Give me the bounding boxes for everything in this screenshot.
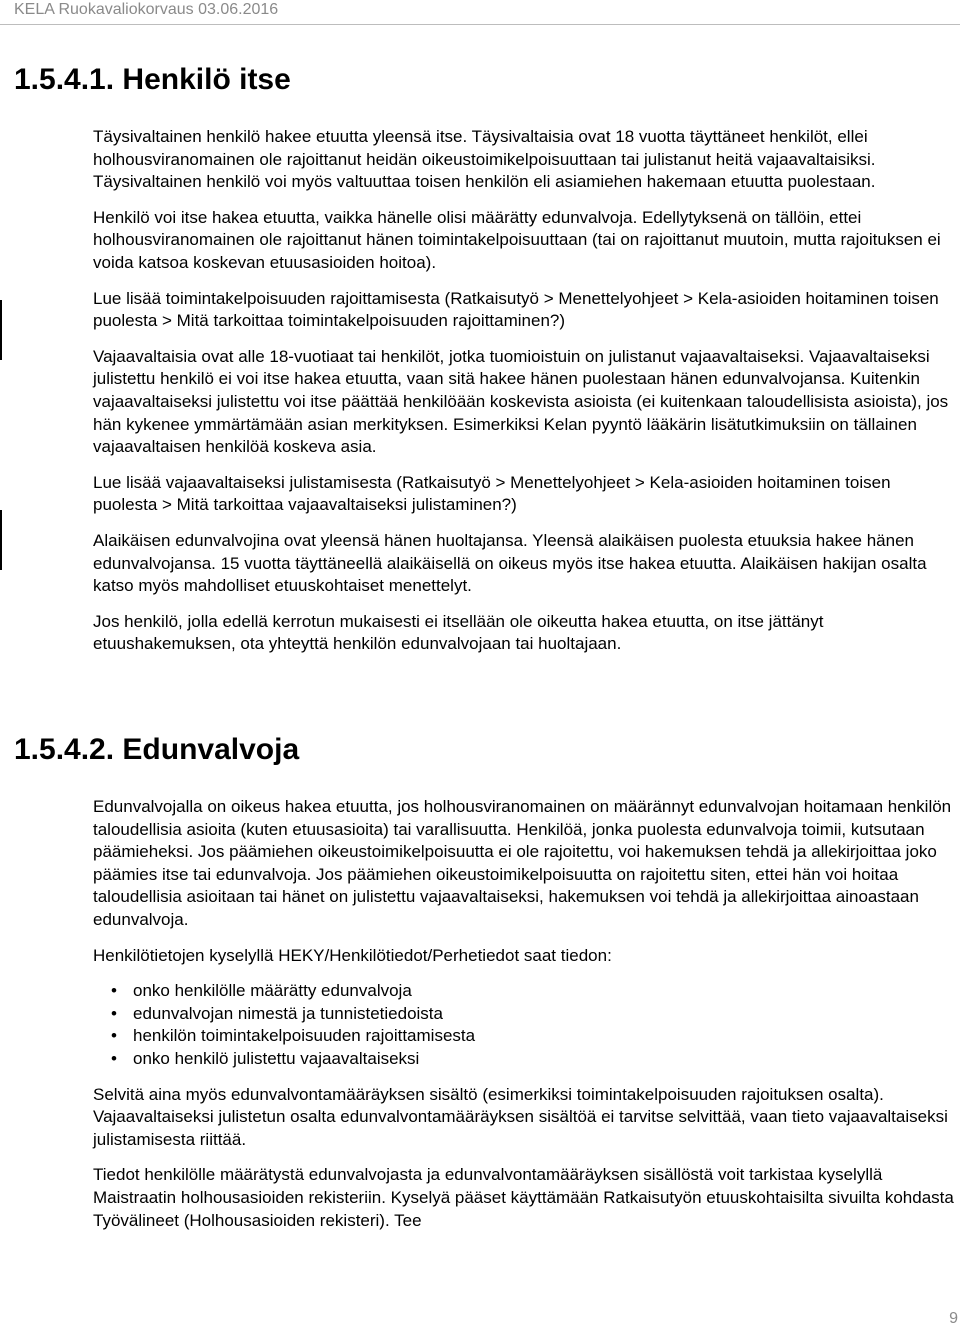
section-body-edunvalvoja (93, 796, 955, 1245)
change-bar (0, 510, 2, 570)
paragraph: Selvitä aina myös edunvalvontamääräyksen sisältö (esimerkiksi toimintakelpoisuuden rajoituksen osalta). Vajaavaltaiseksi julistetun osalta edunvalvontamääräyksen sisältöä ei tarvitse selvittää, vaan tieto vajaavaltaiseksi julistamisesta riittää. (93, 1084, 948, 1149)
list-item-text: onko henkilö julistettu vajaavaltaiseksi (133, 1048, 420, 1068)
change-bar (0, 300, 2, 360)
document-header: KELA Ruokavaliokorvaus 03.06.2016 (14, 1, 279, 18)
paragraph: Jos henkilö, jolla edellä kerrotun mukaisesti ei itsellään ole oikeutta hakea etuutta, on itse jättänyt etuushakemuksen, ota yhteyttä henkilön edunvalvojaan tai huoltajaan. (93, 611, 824, 654)
section-body-henkilo-itse (93, 126, 955, 669)
header-divider (0, 24, 960, 25)
paragraph: Vajaavaltaisia ovat alle 18-vuotiaat tai henkilöt, jotka tuomioistuin on julistanut vajaavaltaiseksi. Vajaavaltaiseksi julistettu henkilö ei voi itse hakea etuutta, vaan sitä hakee hänen puolestaan hänen edunvalvojansa. Kuitenkin vajaavaltaiseksi julistettu voi itse päättää henkilöään koskevista asioista (ei kuitenkaan taloudellisista asioista), jos hän kykenee ymmärtämään asian merkityksen. Esimerkiksi Kelan pyyntö lääkärin lisätutkimuksiin on tällainen vajaavaltaisen henkilöä koskeva asia. (93, 346, 949, 457)
section-heading-edunvalvoja: 1.5.4.2. Edunvalvoja (14, 733, 300, 766)
page-number: 9 (949, 1310, 958, 1327)
list-item (93, 980, 955, 1003)
bullet-icon: • (111, 981, 117, 1001)
section-heading-henkilo-itse: 1.5.4.1. Henkilö itse (14, 63, 291, 96)
list-item-text: henkilön toimintakelpoisuuden rajoittamisesta (133, 1026, 476, 1046)
list-item-text: onko henkilölle määrätty edunvalvoja (133, 981, 412, 1001)
paragraph: Täysivaltainen henkilö hakee etuutta yleensä itse. Täysivaltaisia ovat 18 vuotta täyttäneet henkilöt, ellei holhousviranomainen ole rajoittanut heidän oikeustoimikelpoisuuttaan tai julistanut heitä vajaavaltaisiksi. Täysivaltainen henkilö voi myös valtuuttaa toisen henkilön eli asiamiehen hakemaan etuutta puolestaan. (93, 127, 876, 192)
list-item (93, 1003, 955, 1026)
paragraph: Alaikäisen edunvalvojina ovat yleensä hänen huoltajansa. Yleensä alaikäisen puolesta etuuksia hakee hänen edunvalvojansa. 15 vuotta täyttäneellä alaikäisellä on oikeus myös itse hakea etuutta. Alaikäisen hakijan osalta katso myös mahdolliset etuuskohtaiset menettelyt. (93, 530, 927, 596)
list-item-text: edunvalvojan nimestä ja tunnistetiedoista (133, 1003, 443, 1023)
bullet-icon: • (111, 1026, 117, 1046)
list-item (93, 1048, 955, 1071)
info-list (93, 980, 955, 1070)
paragraph: Henkilö voi itse hakea etuutta, vaikka hänelle olisi määrätty edunvalvoja. Edellytyksenä on tällöin, ettei holhousviranomainen ole rajoittanut hänen toimintakelpoisuuttaan (tai on rajoittanut muutoin, mutta rajoituksen ei voida katsoa koskevan etuusasioiden hoitoa). (93, 207, 941, 272)
paragraph-read-more-link: Lue lisää vajaavaltaiseksi julistamisesta (Ratkaisutyö > Menettelyohjeet > Kela-asioiden hoitaminen toisen puolesta > Mitä tarkoittaa vajaavaltaiseksi julistaminen?) (93, 472, 891, 515)
paragraph-read-more-link: Lue lisää toimintakelpoisuuden rajoittamisesta (Ratkaisutyö > Menettelyohjeet > Kela-asioiden hoitaminen toisen puolesta > Mitä tarkoittaa toimintakelpoisuuden rajoittaminen?) (93, 288, 939, 331)
paragraph: Edunvalvojalla on oikeus hakea etuutta, jos holhousviranomainen on määrännyt edunvalvojan hoitamaan henkilön taloudellisia asioita (kuten etuusasioita) tai varallisuutta. Henkilöä, jonka puolesta edunvalvoja toimii, kutsutaan päämieheksi. Jos päämiehen oikeustoimikelpoisuutta ei ole rajoitettu, voi hakemuksen tehdä ja allekirjoittaa joko päämies itse tai edunvalvoja. Jos päämiehen oikeustoimikelpoisuutta on rajoitettu siten, ettei hän voi hoitaa taloudellisia asioitaan tai hänet on julistettu vajaavaltaiseksi, hakemuksen voi tehdä ja allekirjoittaa ainoastaan edunvalvoja. (93, 797, 952, 929)
paragraph: Henkilötietojen kyselyllä HEKY/Henkilötiedot/Perhetiedot saat tiedon: (93, 945, 612, 965)
bullet-icon: • (111, 1048, 117, 1068)
list-item (93, 1025, 955, 1048)
paragraph: Tiedot henkilölle määrätystä edunvalvojasta ja edunvalvontamääräyksen sisällöstä voit tarkistaa kyselyllä Maistraatin holhousasioiden rekisteriin. Kyselyä pääset käyttämään Ratkaisutyön etuuskohtaisilta sivuilta kohdasta Työvälineet (Holhousasioiden rekisteri). Tee (93, 1165, 954, 1230)
bullet-icon: • (111, 1003, 117, 1023)
